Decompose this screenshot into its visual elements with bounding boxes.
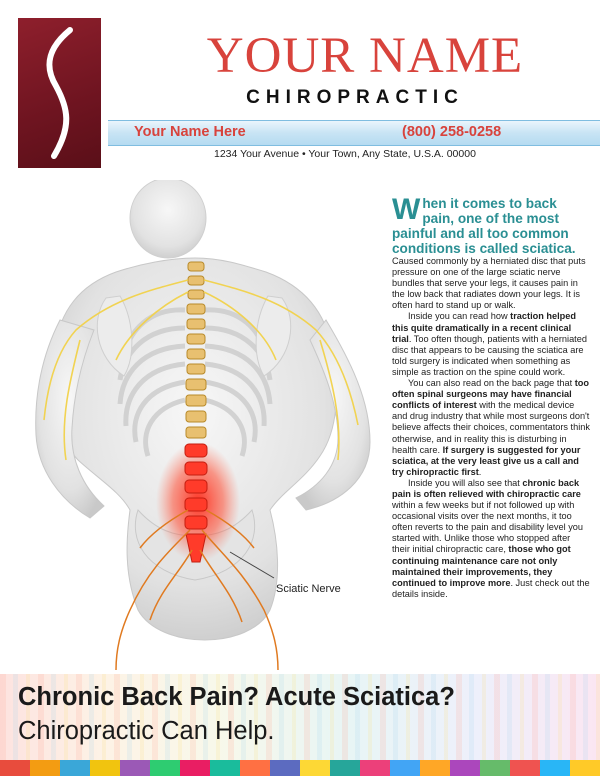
color-bar	[570, 760, 600, 776]
banner-subheadline: Chiropractic Can Help.	[18, 717, 275, 745]
color-bar	[330, 760, 360, 776]
phone-number: (800) 258-0258	[402, 124, 502, 140]
address-line: 1234 Your Avenue • Your Town, Any State, U.S.A. 00000	[214, 148, 476, 160]
dropcap: W	[392, 193, 421, 226]
color-bar-strip	[0, 760, 600, 776]
color-bar	[300, 760, 330, 776]
color-bar	[210, 760, 240, 776]
color-bar	[180, 760, 210, 776]
back-anatomy-illustration	[20, 180, 390, 670]
article-body	[392, 256, 590, 600]
color-bar	[120, 760, 150, 776]
spine-curve-icon	[18, 18, 101, 168]
color-bar	[60, 760, 90, 776]
color-bar	[390, 760, 420, 776]
article-column	[392, 193, 590, 600]
color-bar	[270, 760, 300, 776]
brand-name: YOUR NAME	[206, 28, 524, 84]
color-bar	[90, 760, 120, 776]
article-lead	[392, 193, 590, 256]
color-bar	[510, 760, 540, 776]
paragraph: You can also read on the back page that too often spinal surgeons may have financial conflicts of interest with the medical device and drug industry that while most surgeons don't believe affects their choices, commentators think otherwise, and in reality this is disturbing in health care. If surgery is suggested for your sciatica, at the very least give us a call and try chiropractic first.	[392, 378, 590, 477]
color-bar	[360, 760, 390, 776]
color-bar	[540, 760, 570, 776]
paragraph: Inside you can read how traction helped this quite dramatically in a recent clinical trial. Too often though, patients with a herniated disc that appears to be causing the sciatica are told surgery is indicated when something as simple as traction on the spine could work.	[392, 311, 587, 377]
contact-name: Your Name Here	[134, 124, 246, 140]
logo-mark	[18, 18, 101, 168]
sciatic-nerve-label: Sciatic Nerve	[276, 583, 341, 595]
brand-subtitle: CHIROPRACTIC	[246, 87, 464, 108]
color-bar	[480, 760, 510, 776]
banner-headline: Chronic Back Pain? Acute Sciatica?	[18, 683, 455, 711]
paragraph: Inside you will also see that chronic back pain is often relieved with chiropractic care within a few weeks but if not followed up with occasional visits over the next months, it too often reverts to the pain and disability level you started with. Unlike those who stopped after their initial chiropractic care, those who got continuing maintenance care not only maintained their improvements, they continued to improve more. Just check out the details inside.	[392, 477, 590, 599]
paragraph: Caused commonly by a herniated disc that puts pressure on one of the large sciatic nerve bundles that serve your legs, it causes pain in the low back that radiates down your legs. It is often hard to stand up or walk.	[392, 256, 586, 311]
lead-text: hen it comes to back pain, one of the most painful and all too common conditions is called sciatica.	[392, 196, 576, 256]
color-bar	[450, 760, 480, 776]
contact-band	[108, 120, 600, 146]
color-bar	[30, 760, 60, 776]
color-bar	[150, 760, 180, 776]
color-bar	[240, 760, 270, 776]
color-bar	[420, 760, 450, 776]
color-bar	[0, 760, 30, 776]
